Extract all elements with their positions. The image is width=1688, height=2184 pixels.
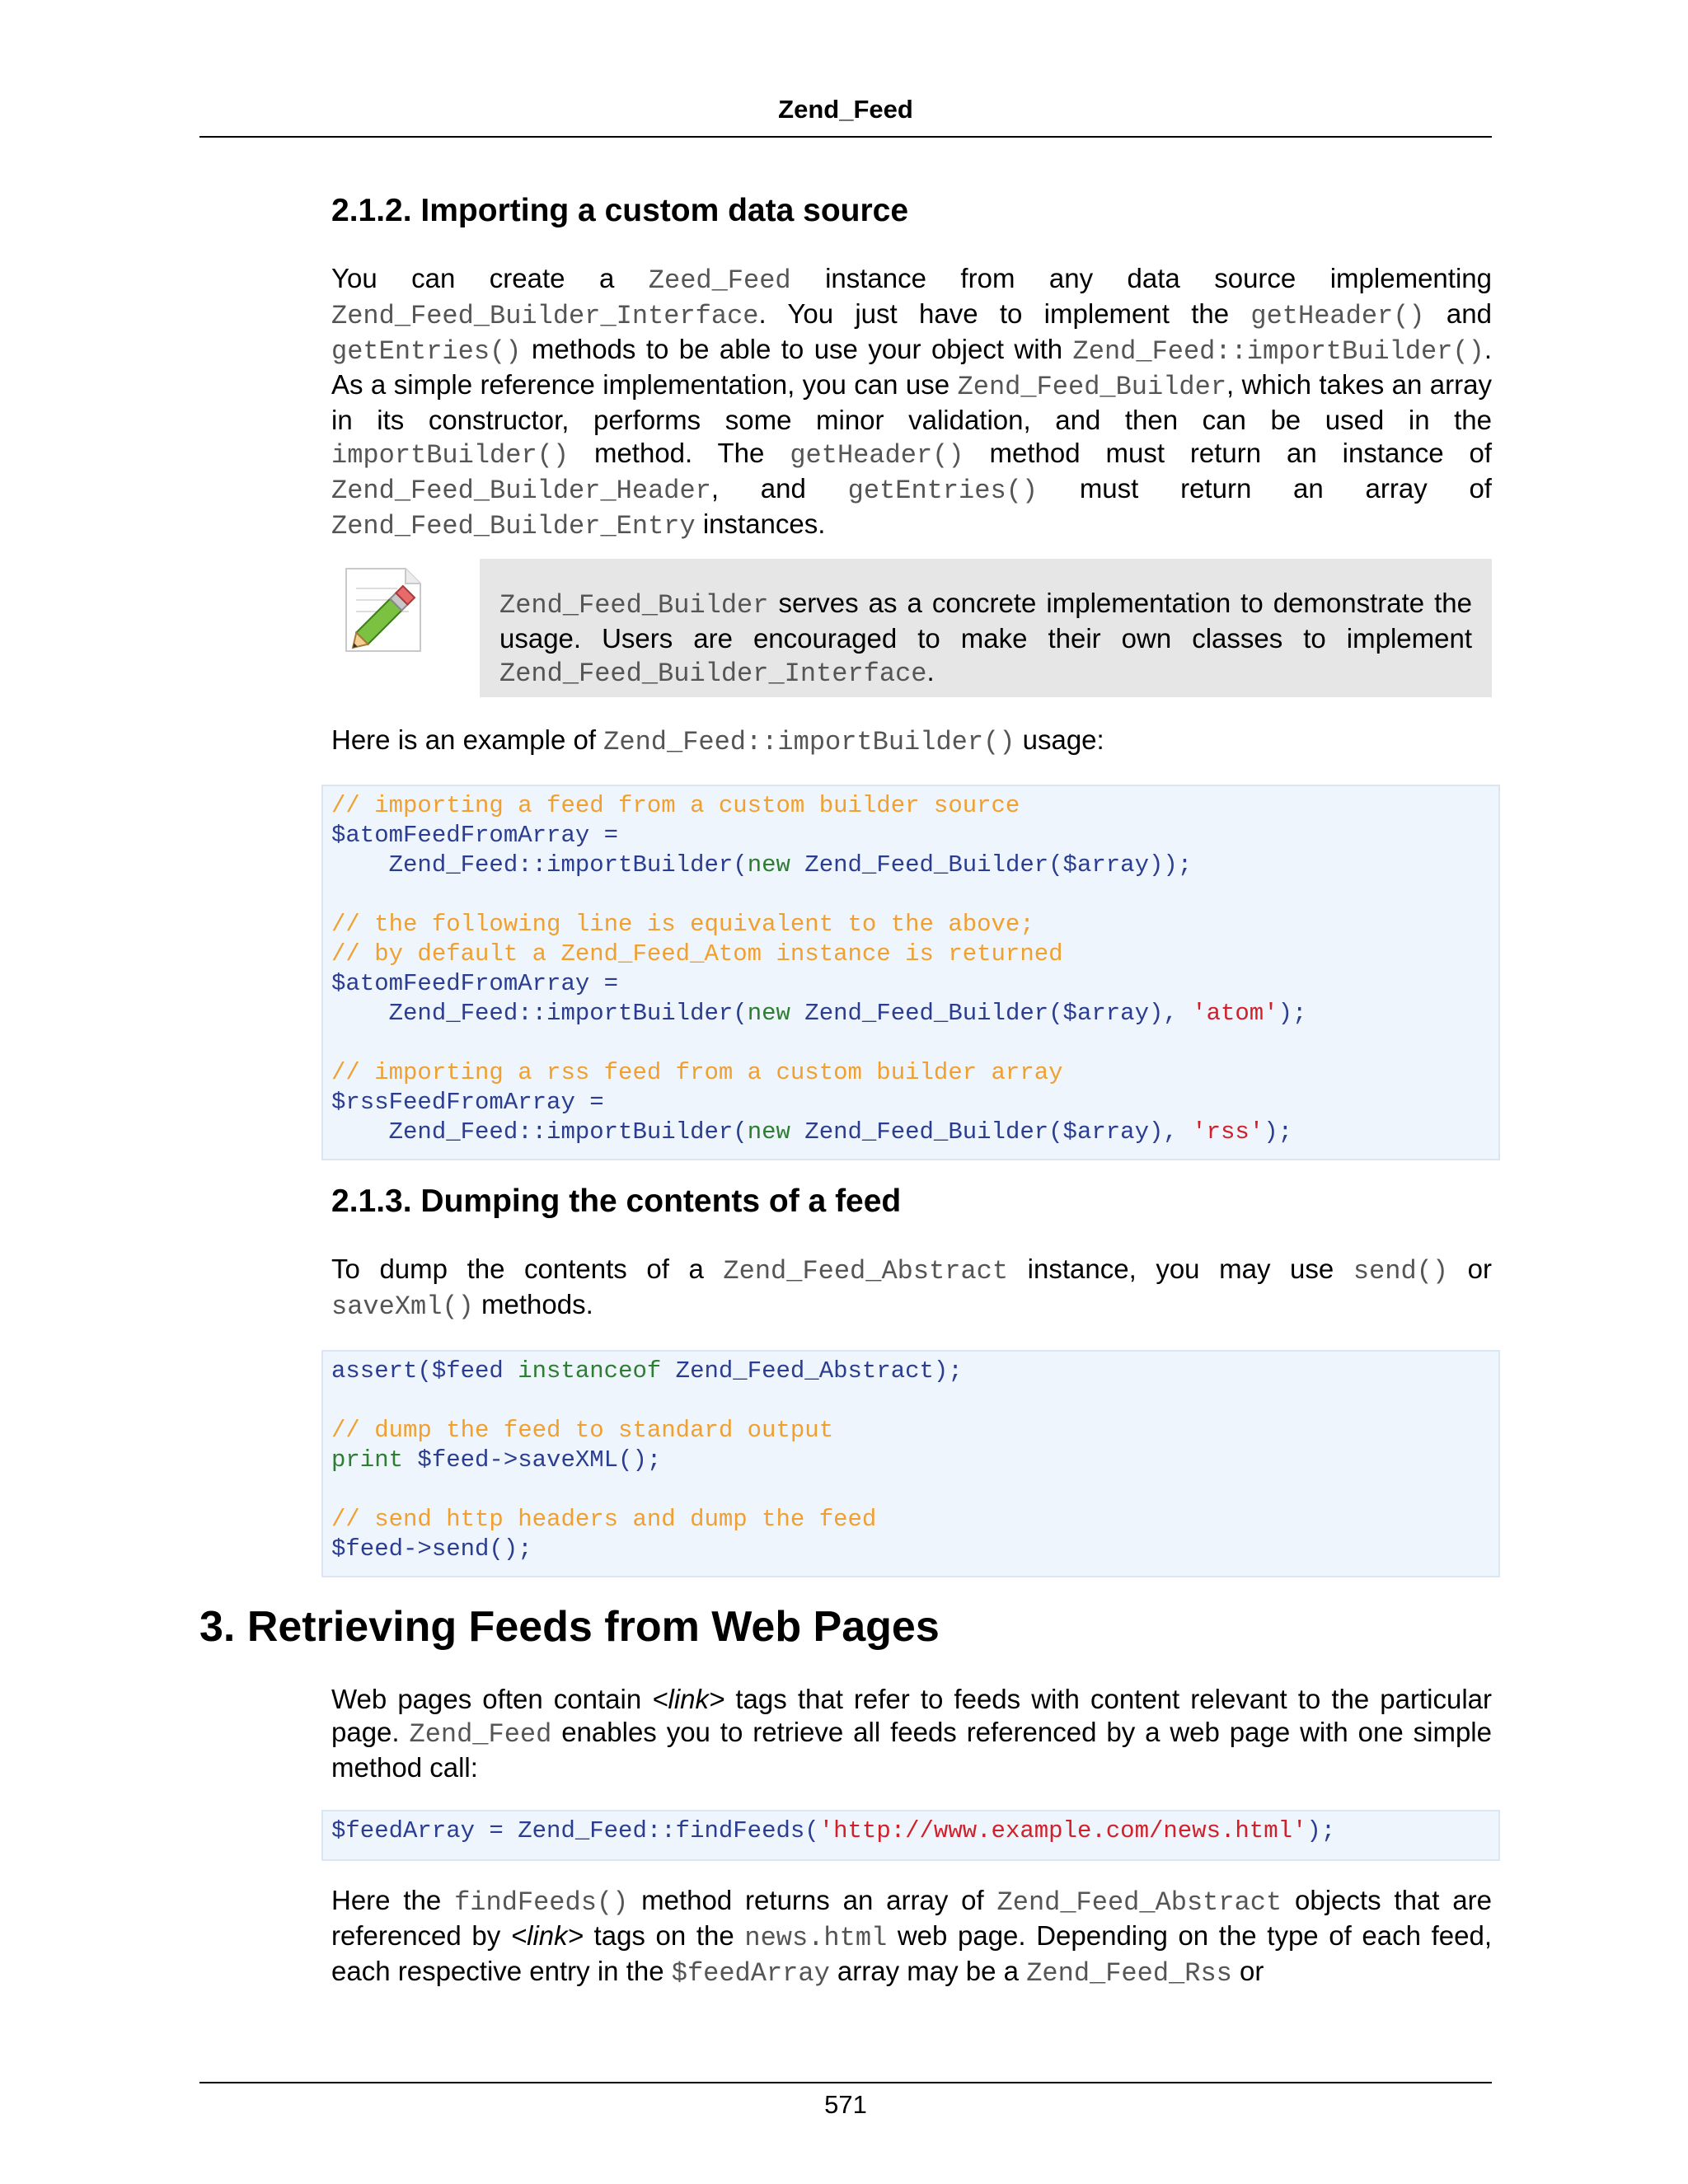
code-block-import-builder: // importing a feed from a custom builder source $atomFeedFromArray = Zend_Feed::importBuilder(new Zend_Feed_Builder($array)); // the following line is equivalent to the above; // by default a Zend_Feed_Atom instance is returned $atomFeedFromArray = Zend_Feed::importBuilder(new Zend_Feed_Builder($array), 'atom'); // importing a rss feed from a custom builder array $rssFeedFromArray = Zend_Feed::importBuilder(new Zend_Feed_Builder($array), 'rss'); bbox=[321, 785, 1500, 1160]
chapter-heading: 3. Retrieving Feeds from Web Pages bbox=[199, 1603, 940, 1651]
header-rule bbox=[199, 136, 1492, 138]
paragraph: Here is an example of Zend_Feed::importBuilder() usage: bbox=[331, 724, 1104, 757]
footer-rule bbox=[199, 2082, 1492, 2083]
section-heading: 2.1.2. Importing a custom data source bbox=[331, 193, 909, 228]
find-feeds-paragraph bbox=[331, 1884, 1492, 1990]
intro-paragraph bbox=[331, 262, 1492, 543]
running-header: Zend_Feed bbox=[778, 95, 913, 124]
paragraph: Web pages often contain <link> tags that refer to feeds with content relevant to the particular page. Zend_Feed enables you to retrieve all feeds referenced by a web page with one simple method call: bbox=[331, 1684, 1493, 1783]
page-number: 571 bbox=[824, 2090, 867, 2119]
section-2-1-3 bbox=[331, 1183, 1492, 1220]
note-box bbox=[480, 559, 1492, 697]
code-block-dump: assert($feed instanceof Zend_Feed_Abstract); // dump the feed to standard output print $feed->saveXML(); // send http headers and dump the feed $feed->send(); bbox=[321, 1350, 1500, 1577]
code-block-find-feeds: $feedArray = Zend_Feed::findFeeds('http://www.example.com/news.html'); bbox=[321, 1810, 1500, 1861]
example-intro bbox=[331, 724, 1492, 759]
paragraph: Here the findFeeds() method returns an array of Zend_Feed_Abstract objects that are referenced by <link> tags on the news.html web page. Depending on the type of each feed, each respective entry in the $feedArray array may be a Zend_Feed_Rss or bbox=[331, 1885, 1492, 1989]
retrieve-paragraph bbox=[331, 1683, 1492, 1784]
paragraph: To dump the contents of a Zend_Feed_Abstract instance, you may use send() or saveXml() methods. bbox=[331, 1254, 1492, 1322]
section-3 bbox=[199, 1602, 1492, 1652]
note-text: Zend_Feed_Builder serves as a concrete implementation to demonstrate the usage. Users are encouraged to make their own classes to implement Zend_Feed_Builder_Interface. bbox=[499, 588, 1472, 689]
pencil-note-icon bbox=[340, 564, 425, 656]
section-2-1-2 bbox=[331, 193, 1492, 229]
section-heading: 2.1.3. Dumping the contents of a feed bbox=[331, 1183, 902, 1219]
dump-paragraph bbox=[331, 1253, 1492, 1324]
paragraph: You can create a Zeed_Feed instance from any data source implementing Zend_Feed_Builder_Interface. You just have to implement the getHeader() and getEntries() methods to be able to use your object with Zend_Feed::importBuilder(). As a simple reference implementation, you can use Zend_Feed_Builder, which takes an array in its constructor, performs some minor validation, and then can be used in the importBuilder() method. The getHeader() method must return an instance of Zend_Feed_Builder_Header, and getEntries() must return an array of Zend_Feed_Builder_Entry instances. bbox=[331, 263, 1493, 541]
